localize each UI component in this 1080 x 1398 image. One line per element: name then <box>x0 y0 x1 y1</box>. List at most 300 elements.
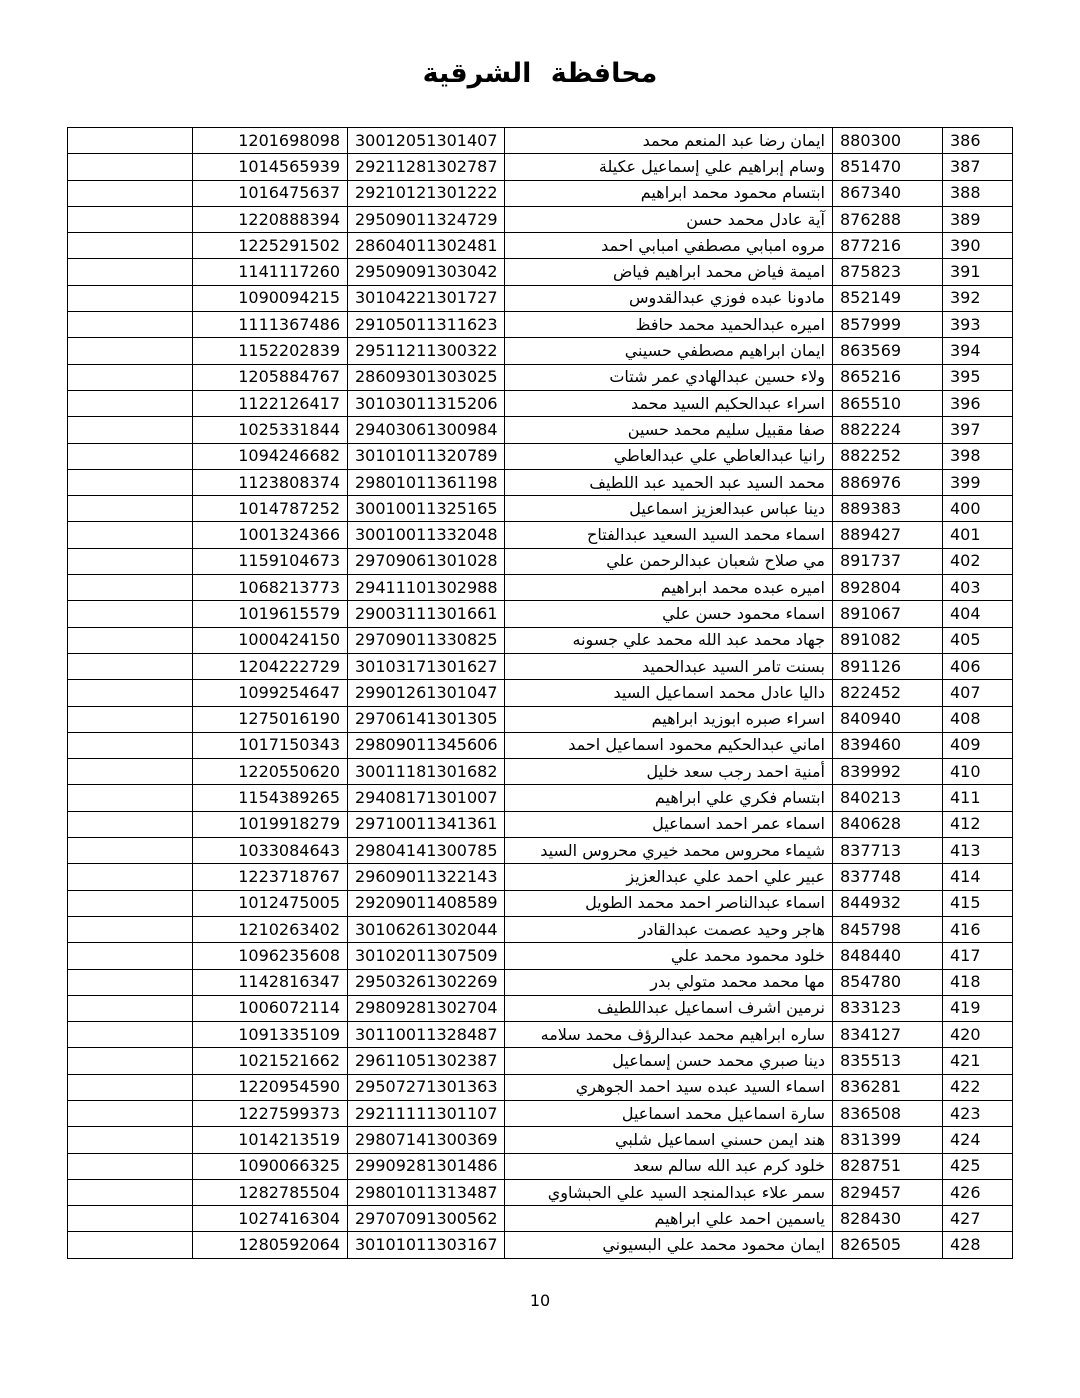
code-cell: 837748 <box>833 864 943 890</box>
serial-cell: 425 <box>943 1153 1013 1179</box>
code-cell: 845798 <box>833 916 943 942</box>
code-cell: 867340 <box>833 180 943 206</box>
serial-cell: 398 <box>943 443 1013 469</box>
national-id-cell: 30101011320789 <box>348 443 505 469</box>
blank-cell <box>68 1232 193 1258</box>
national-id-cell: 30103171301627 <box>348 653 505 679</box>
blank-cell <box>68 390 193 416</box>
blank-cell <box>68 1074 193 1100</box>
code-cell: 891737 <box>833 548 943 574</box>
serial-cell: 411 <box>943 785 1013 811</box>
code-cell: 877216 <box>833 233 943 259</box>
name-cell: صفا مقبيل سليم محمد حسين <box>505 417 833 443</box>
phone-cell: 1223718767 <box>193 864 348 890</box>
code-cell: 882224 <box>833 417 943 443</box>
phone-cell: 1012475005 <box>193 890 348 916</box>
blank-cell <box>68 680 193 706</box>
name-cell: مادونا عبده فوزي عبدالقدوس <box>505 285 833 311</box>
blank-cell <box>68 548 193 574</box>
phone-cell: 1017150343 <box>193 732 348 758</box>
table-row <box>68 706 1013 732</box>
phone-cell: 1033084643 <box>193 838 348 864</box>
serial-cell: 388 <box>943 180 1013 206</box>
name-cell: اسماء عمر احمد اسماعيل <box>505 811 833 837</box>
name-cell: ياسمين احمد علي ابراهيم <box>505 1206 833 1232</box>
national-id-cell: 29710011341361 <box>348 811 505 837</box>
phone-cell: 1014787252 <box>193 496 348 522</box>
name-cell: ايمان محمود محمد علي البسيوني <box>505 1232 833 1258</box>
serial-cell: 420 <box>943 1022 1013 1048</box>
table-row <box>68 575 1013 601</box>
name-cell: اسراء صبره ابوزيد ابراهيم <box>505 706 833 732</box>
phone-cell: 1090066325 <box>193 1153 348 1179</box>
phone-cell: 1201698098 <box>193 128 348 154</box>
phone-cell: 1091335109 <box>193 1022 348 1048</box>
blank-cell <box>68 259 193 285</box>
candidates-table <box>67 127 1013 1259</box>
table-row <box>68 995 1013 1021</box>
phone-cell: 1210263402 <box>193 916 348 942</box>
serial-cell: 408 <box>943 706 1013 732</box>
national-id-cell: 30104221301727 <box>348 285 505 311</box>
national-id-cell: 28609301303025 <box>348 364 505 390</box>
national-id-cell: 29809011345606 <box>348 732 505 758</box>
serial-cell: 404 <box>943 601 1013 627</box>
name-cell: خلود كرم عبد الله سالم سعد <box>505 1153 833 1179</box>
name-cell: هند ايمن حسني اسماعيل شلبي <box>505 1127 833 1153</box>
code-cell: 889383 <box>833 496 943 522</box>
blank-cell <box>68 180 193 206</box>
name-cell: اميره عبده محمد ابراهيم <box>505 575 833 601</box>
serial-cell: 393 <box>943 312 1013 338</box>
phone-cell: 1282785504 <box>193 1179 348 1205</box>
name-cell: دينا صبري محمد حسن إسماعيل <box>505 1048 833 1074</box>
serial-cell: 415 <box>943 890 1013 916</box>
serial-cell: 409 <box>943 732 1013 758</box>
code-cell: 840940 <box>833 706 943 732</box>
code-cell: 833123 <box>833 995 943 1021</box>
table-row <box>68 154 1013 180</box>
page-number: 10 <box>529 1291 551 1310</box>
serial-cell: 386 <box>943 128 1013 154</box>
phone-cell: 1152202839 <box>193 338 348 364</box>
code-cell: 835513 <box>833 1048 943 1074</box>
phone-cell: 1094246682 <box>193 443 348 469</box>
national-id-cell: 29709061301028 <box>348 548 505 574</box>
phone-cell: 1275016190 <box>193 706 348 732</box>
national-id-cell: 30102011307509 <box>348 943 505 969</box>
name-cell: ابتسام محمود محمد ابراهيم <box>505 180 833 206</box>
serial-cell: 405 <box>943 627 1013 653</box>
table-row <box>68 680 1013 706</box>
serial-cell: 419 <box>943 995 1013 1021</box>
blank-cell <box>68 759 193 785</box>
serial-cell: 391 <box>943 259 1013 285</box>
phone-cell: 1096235608 <box>193 943 348 969</box>
national-id-cell: 29509091303042 <box>348 259 505 285</box>
phone-cell: 1159104673 <box>193 548 348 574</box>
blank-cell <box>68 864 193 890</box>
name-cell: عبير علي احمد علي عبدالعزيز <box>505 864 833 890</box>
blank-cell <box>68 128 193 154</box>
code-cell: 839992 <box>833 759 943 785</box>
phone-cell: 1025331844 <box>193 417 348 443</box>
serial-cell: 399 <box>943 469 1013 495</box>
phone-cell: 1205884767 <box>193 364 348 390</box>
name-cell: داليا عادل محمد اسماعيل السيد <box>505 680 833 706</box>
blank-cell <box>68 916 193 942</box>
name-cell: اسراء عبدالحكيم السيد محمد <box>505 390 833 416</box>
national-id-cell: 29211111301107 <box>348 1100 505 1126</box>
table-row <box>68 233 1013 259</box>
name-cell: نرمين اشرف اسماعيل عبداللطيف <box>505 995 833 1021</box>
name-cell: سارة اسماعيل محمد اسماعيل <box>505 1100 833 1126</box>
name-cell: ايمان رضا عبد المنعم محمد <box>505 128 833 154</box>
national-id-cell: 29210121301222 <box>348 180 505 206</box>
table-row <box>68 785 1013 811</box>
table-row <box>68 390 1013 416</box>
serial-cell: 423 <box>943 1100 1013 1126</box>
serial-cell: 397 <box>943 417 1013 443</box>
national-id-cell: 29509011324729 <box>348 206 505 232</box>
national-id-cell: 29209011408589 <box>348 890 505 916</box>
code-cell: 857999 <box>833 312 943 338</box>
code-cell: 889427 <box>833 522 943 548</box>
serial-cell: 402 <box>943 548 1013 574</box>
name-cell: ابتسام فكري علي ابراهيم <box>505 785 833 811</box>
serial-cell: 387 <box>943 154 1013 180</box>
table-row <box>68 1153 1013 1179</box>
serial-cell: 410 <box>943 759 1013 785</box>
phone-cell: 1014213519 <box>193 1127 348 1153</box>
name-cell: شيماء محروس محمد خيري محروس السيد <box>505 838 833 864</box>
national-id-cell: 29411101302988 <box>348 575 505 601</box>
serial-cell: 413 <box>943 838 1013 864</box>
code-cell: 863569 <box>833 338 943 364</box>
blank-cell <box>68 338 193 364</box>
code-cell: 880300 <box>833 128 943 154</box>
code-cell: 822452 <box>833 680 943 706</box>
name-cell: بسنت تامر السيد عبدالحميد <box>505 653 833 679</box>
national-id-cell: 29801011361198 <box>348 469 505 495</box>
code-cell: 840213 <box>833 785 943 811</box>
national-id-cell: 29511211300322 <box>348 338 505 364</box>
national-id-cell: 30103011315206 <box>348 390 505 416</box>
national-id-cell: 29503261302269 <box>348 969 505 995</box>
national-id-cell: 29707091300562 <box>348 1206 505 1232</box>
code-cell: 840628 <box>833 811 943 837</box>
phone-cell: 1068213773 <box>193 575 348 601</box>
national-id-cell: 29706141301305 <box>348 706 505 732</box>
code-cell: 844932 <box>833 890 943 916</box>
table-row <box>68 864 1013 890</box>
phone-cell: 1019615579 <box>193 601 348 627</box>
blank-cell <box>68 1048 193 1074</box>
serial-cell: 428 <box>943 1232 1013 1258</box>
code-cell: 837713 <box>833 838 943 864</box>
serial-cell: 417 <box>943 943 1013 969</box>
national-id-cell: 29105011311623 <box>348 312 505 338</box>
table-row <box>68 128 1013 154</box>
name-cell: اميره عبدالحميد محمد حافظ <box>505 312 833 338</box>
name-cell: اماني عبدالحكيم محمود اسماعيل احمد <box>505 732 833 758</box>
code-cell: 851470 <box>833 154 943 180</box>
national-id-cell: 30012051301407 <box>348 128 505 154</box>
blank-cell <box>68 1127 193 1153</box>
blank-cell <box>68 732 193 758</box>
blank-cell <box>68 233 193 259</box>
code-cell: 891082 <box>833 627 943 653</box>
national-id-cell: 28604011302481 <box>348 233 505 259</box>
table-row <box>68 969 1013 995</box>
blank-cell <box>68 417 193 443</box>
blank-cell <box>68 575 193 601</box>
blank-cell <box>68 785 193 811</box>
table-row <box>68 811 1013 837</box>
name-cell: سمر علاء عبدالمنجد السيد علي الحبشاوي <box>505 1179 833 1205</box>
serial-cell: 390 <box>943 233 1013 259</box>
code-cell: 886976 <box>833 469 943 495</box>
blank-cell <box>68 811 193 837</box>
phone-cell: 1014565939 <box>193 154 348 180</box>
table-row <box>68 1206 1013 1232</box>
national-id-cell: 29909281301486 <box>348 1153 505 1179</box>
phone-cell: 1027416304 <box>193 1206 348 1232</box>
table-row <box>68 417 1013 443</box>
serial-cell: 406 <box>943 653 1013 679</box>
national-id-cell: 30011181301682 <box>348 759 505 785</box>
national-id-cell: 30101011303167 <box>348 1232 505 1258</box>
table-row <box>68 469 1013 495</box>
national-id-cell: 29807141300369 <box>348 1127 505 1153</box>
blank-cell <box>68 285 193 311</box>
serial-cell: 412 <box>943 811 1013 837</box>
name-cell: آية عادل محمد حسن <box>505 206 833 232</box>
blank-cell <box>68 969 193 995</box>
phone-cell: 1016475637 <box>193 180 348 206</box>
phone-cell: 1280592064 <box>193 1232 348 1258</box>
code-cell: 876288 <box>833 206 943 232</box>
national-id-cell: 29408171301007 <box>348 785 505 811</box>
blank-cell <box>68 627 193 653</box>
name-cell: محمد السيد عبد الحميد عبد اللطيف <box>505 469 833 495</box>
serial-cell: 422 <box>943 1074 1013 1100</box>
table-row <box>68 627 1013 653</box>
name-cell: أمنية احمد رجب سعد خليل <box>505 759 833 785</box>
name-cell: اسماء محمود حسن علي <box>505 601 833 627</box>
name-cell: اسماء السيد عبده سيد احمد الجوهري <box>505 1074 833 1100</box>
phone-cell: 1142816347 <box>193 969 348 995</box>
phone-cell: 1225291502 <box>193 233 348 259</box>
table-row <box>68 732 1013 758</box>
code-cell: 834127 <box>833 1022 943 1048</box>
serial-cell: 426 <box>943 1179 1013 1205</box>
blank-cell <box>68 154 193 180</box>
serial-cell: 421 <box>943 1048 1013 1074</box>
name-cell: اسماء محمد السيد السعيد عبدالفتاح <box>505 522 833 548</box>
table-row <box>68 1100 1013 1126</box>
national-id-cell: 29901261301047 <box>348 680 505 706</box>
name-cell: مها محمد محمد متولي بدر <box>505 969 833 995</box>
serial-cell: 414 <box>943 864 1013 890</box>
table-row <box>68 312 1013 338</box>
name-cell: خلود محمود محمد علي <box>505 943 833 969</box>
serial-cell: 400 <box>943 496 1013 522</box>
serial-cell: 418 <box>943 969 1013 995</box>
serial-cell: 416 <box>943 916 1013 942</box>
table-row <box>68 1074 1013 1100</box>
name-cell: اسماء عبدالناصر احمد محمد الطويل <box>505 890 833 916</box>
table-row <box>68 259 1013 285</box>
code-cell: 892804 <box>833 575 943 601</box>
phone-cell: 1000424150 <box>193 627 348 653</box>
name-cell: رانيا عبدالعاطي علي عبدالعاطي <box>505 443 833 469</box>
blank-cell <box>68 364 193 390</box>
page-title: محافظة الشرقية <box>422 58 658 89</box>
phone-cell: 1099254647 <box>193 680 348 706</box>
phone-cell: 1220550620 <box>193 759 348 785</box>
table-row <box>68 522 1013 548</box>
national-id-cell: 29211281302787 <box>348 154 505 180</box>
code-cell: 848440 <box>833 943 943 969</box>
phone-cell: 1090094215 <box>193 285 348 311</box>
blank-cell <box>68 312 193 338</box>
name-cell: ساره ابراهيم محمد عبدالرؤف محمد سلامه <box>505 1022 833 1048</box>
national-id-cell: 29804141300785 <box>348 838 505 864</box>
code-cell: 836508 <box>833 1100 943 1126</box>
national-id-cell: 29611051302387 <box>348 1048 505 1074</box>
serial-cell: 392 <box>943 285 1013 311</box>
table-row <box>68 943 1013 969</box>
table-row <box>68 206 1013 232</box>
code-cell: 875823 <box>833 259 943 285</box>
table-row <box>68 548 1013 574</box>
table-row <box>68 838 1013 864</box>
serial-cell: 427 <box>943 1206 1013 1232</box>
blank-cell <box>68 890 193 916</box>
table-row <box>68 890 1013 916</box>
national-id-cell: 29003111301661 <box>348 601 505 627</box>
national-id-cell: 30010011332048 <box>348 522 505 548</box>
blank-cell <box>68 496 193 522</box>
table-row <box>68 496 1013 522</box>
code-cell: 829457 <box>833 1179 943 1205</box>
table-row <box>68 1048 1013 1074</box>
table-row <box>68 916 1013 942</box>
code-cell: 882252 <box>833 443 943 469</box>
table-row <box>68 1127 1013 1153</box>
phone-cell: 1141117260 <box>193 259 348 285</box>
blank-cell <box>68 653 193 679</box>
code-cell: 828430 <box>833 1206 943 1232</box>
table-row <box>68 338 1013 364</box>
table-row <box>68 1179 1013 1205</box>
table-row <box>68 443 1013 469</box>
blank-cell <box>68 443 193 469</box>
name-cell: وسام إبراهيم علي إسماعيل عكيلة <box>505 154 833 180</box>
phone-cell: 1123808374 <box>193 469 348 495</box>
code-cell: 831399 <box>833 1127 943 1153</box>
national-id-cell: 29507271301363 <box>348 1074 505 1100</box>
national-id-cell: 29709011330825 <box>348 627 505 653</box>
name-cell: مروه امبابي مصطفي امبابي احمد <box>505 233 833 259</box>
table-row <box>68 653 1013 679</box>
blank-cell <box>68 206 193 232</box>
name-cell: اميمة فياض محمد ابراهيم فياض <box>505 259 833 285</box>
name-cell: ولاء حسين عبدالهادي عمر شتات <box>505 364 833 390</box>
phone-cell: 1001324366 <box>193 522 348 548</box>
code-cell: 828751 <box>833 1153 943 1179</box>
blank-cell <box>68 943 193 969</box>
national-id-cell: 30010011325165 <box>348 496 505 522</box>
serial-cell: 394 <box>943 338 1013 364</box>
national-id-cell: 29403061300984 <box>348 417 505 443</box>
code-cell: 865216 <box>833 364 943 390</box>
serial-cell: 407 <box>943 680 1013 706</box>
table-row <box>68 285 1013 311</box>
phone-cell: 1227599373 <box>193 1100 348 1126</box>
blank-cell <box>68 838 193 864</box>
table-row <box>68 364 1013 390</box>
code-cell: 854780 <box>833 969 943 995</box>
table-row <box>68 1232 1013 1258</box>
phone-cell: 1111367486 <box>193 312 348 338</box>
phone-cell: 1122126417 <box>193 390 348 416</box>
national-id-cell: 30106261302044 <box>348 916 505 942</box>
serial-cell: 396 <box>943 390 1013 416</box>
name-cell: دينا عباس عبدالعزيز اسماعيل <box>505 496 833 522</box>
phone-cell: 1154389265 <box>193 785 348 811</box>
serial-cell: 424 <box>943 1127 1013 1153</box>
name-cell: هاجر وحيد عصمت عبدالقادر <box>505 916 833 942</box>
serial-cell: 395 <box>943 364 1013 390</box>
blank-cell <box>68 469 193 495</box>
blank-cell <box>68 1100 193 1126</box>
national-id-cell: 30110011328487 <box>348 1022 505 1048</box>
phone-cell: 1021521662 <box>193 1048 348 1074</box>
blank-cell <box>68 1153 193 1179</box>
phone-cell: 1006072114 <box>193 995 348 1021</box>
code-cell: 852149 <box>833 285 943 311</box>
blank-cell <box>68 1022 193 1048</box>
name-cell: مي صلاح شعبان عبدالرحمن علي <box>505 548 833 574</box>
blank-cell <box>68 522 193 548</box>
national-id-cell: 29809281302704 <box>348 995 505 1021</box>
national-id-cell: 29801011313487 <box>348 1179 505 1205</box>
blank-cell <box>68 1179 193 1205</box>
serial-cell: 389 <box>943 206 1013 232</box>
national-id-cell: 29609011322143 <box>348 864 505 890</box>
table-row <box>68 180 1013 206</box>
phone-cell: 1019918279 <box>193 811 348 837</box>
code-cell: 826505 <box>833 1232 943 1258</box>
table-row <box>68 1022 1013 1048</box>
table-body <box>68 128 1013 1259</box>
code-cell: 865510 <box>833 390 943 416</box>
phone-cell: 1204222729 <box>193 653 348 679</box>
name-cell: جهاد محمد عبد الله محمد علي جسونه <box>505 627 833 653</box>
code-cell: 839460 <box>833 732 943 758</box>
serial-cell: 401 <box>943 522 1013 548</box>
table-row <box>68 601 1013 627</box>
code-cell: 891126 <box>833 653 943 679</box>
phone-cell: 1220954590 <box>193 1074 348 1100</box>
blank-cell <box>68 995 193 1021</box>
phone-cell: 1220888394 <box>193 206 348 232</box>
code-cell: 836281 <box>833 1074 943 1100</box>
blank-cell <box>68 1206 193 1232</box>
blank-cell <box>68 706 193 732</box>
